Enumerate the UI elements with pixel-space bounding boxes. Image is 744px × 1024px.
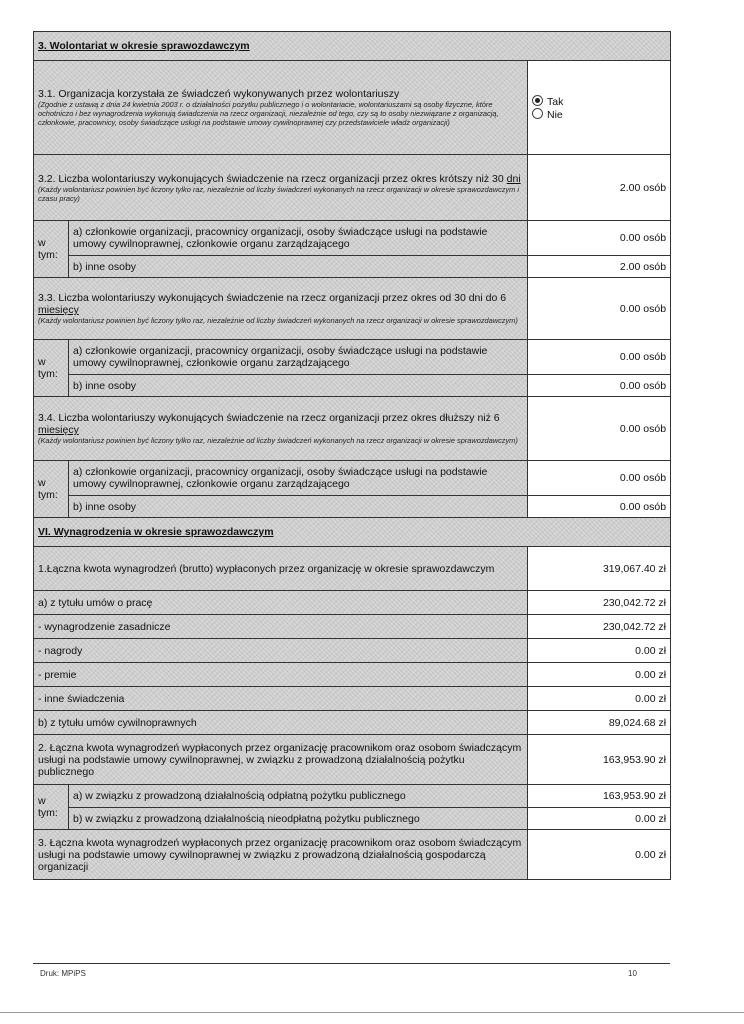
section-6-title: VI. Wynagrodzenia w okresie sprawozdawczym xyxy=(34,518,671,547)
q34-sub-a-label: a) członkowie organizacji, pracownicy organizacji, osoby świadczące usługi na podstawie umowy cywilnoprawnej, członkowie organu zarządzającego xyxy=(69,461,528,496)
s6-q2-value: 163,953.90 zł xyxy=(528,735,671,785)
q33-note: (Każdy wolontariusz powinien być liczony tylko raz, niezależnie od liczby świadczeń wykonanych na rzecz organizacji w okresie sprawozdawczym) xyxy=(38,316,518,325)
s6-q2-sub-b-label: b) w związku z prowadzoną działalnością nieodpłatną pożytku publicznego xyxy=(69,808,528,830)
q33-sub-b-row xyxy=(34,375,671,397)
q33-sub-b-value: 0.00 osób xyxy=(528,375,671,397)
q32-sub-a-label: a) członkowie organizacji, pracownicy organizacji, osoby świadczące usługi na podstawie umowy cywilnoprawnej, członkowie organu zarządzającego xyxy=(69,221,528,256)
q32-sub-b-value: 2.00 osób xyxy=(528,256,671,278)
q34-sub-a-value: 0.00 osób xyxy=(528,461,671,496)
q34-value: 0.00 osób xyxy=(528,397,671,461)
s6-a-item-row xyxy=(34,687,671,711)
scan-edge-line xyxy=(0,1012,744,1013)
q32-sub-a-row xyxy=(34,221,671,256)
section-6-header-row xyxy=(34,518,671,547)
q34-sub-b-value: 0.00 osób xyxy=(528,496,671,518)
q32-question: 3.2. Liczba wolontariuszy wykonujących świadczenie na rzecz organizacji przez okres krótszy niż 30 dni (Każdy wolontariusz powinien być liczony tylko raz, niezależnie od liczby świadczeń wykonanych na rzecz organizacji w okresie sprawozdawczym i czasu pracy) xyxy=(34,155,528,221)
q31-answer xyxy=(528,61,671,155)
q34-sub-a-row xyxy=(34,461,671,496)
s6-a-item-row xyxy=(34,615,671,639)
q32-value: 2.00 osób xyxy=(528,155,671,221)
q34-row xyxy=(34,397,671,461)
s6-a-item-value: 230,042.72 zł xyxy=(528,615,671,639)
radio-option-nie[interactable]: Nie xyxy=(532,108,666,121)
q34-sub-b-label: b) inne osoby xyxy=(69,496,528,518)
s6-a-item-label: - premie xyxy=(34,663,528,687)
s6-a-row xyxy=(34,591,671,615)
s6-a-item-label: - inne świadczenia xyxy=(34,687,528,711)
q32-sub-a-value: 0.00 osób xyxy=(528,221,671,256)
q31-question xyxy=(34,61,528,155)
s6-b-value: 89,024.68 zł xyxy=(528,711,671,735)
s6-a-item-row xyxy=(34,639,671,663)
s6-q1-row xyxy=(34,547,671,591)
q31-label: 3.1. Organizacja korzystała ze świadczeń wykonywanych przez wolontariuszy xyxy=(38,88,400,100)
s6-q2-w-tym: w tym: xyxy=(34,785,69,830)
s6-a-value: 230,042.72 zł xyxy=(528,591,671,615)
s6-q2-sub-a-value: 163,953.90 zł xyxy=(528,785,671,808)
q33-sub-b-label: b) inne osoby xyxy=(69,375,528,397)
s6-a-label: a) z tytułu umów o pracę xyxy=(34,591,528,615)
s6-a-item-row xyxy=(34,663,671,687)
s6-a-item-label: - wynagrodzenie zasadnicze xyxy=(34,615,528,639)
s6-a-item-label: - nagrody xyxy=(34,639,528,663)
q32-sub-b-label: b) inne osoby xyxy=(69,256,528,278)
s6-q2-sub-b-value: 0.00 zł xyxy=(528,808,671,830)
s6-q2-sub-a-row xyxy=(34,785,671,808)
q31-row xyxy=(34,61,671,155)
q34-question: 3.4. Liczba wolontariuszy wykonujących świadczenie na rzecz organizacji przez okres dłuższy niż 6 miesięcy (Każdy wolontariusz powinien być liczony tylko raz, niezależnie od liczby świadczeń wykonanych na rzecz organizacji w okresie sprawozdawczym) xyxy=(34,397,528,461)
footer-divider xyxy=(33,963,670,964)
s6-q3-value: 0.00 zł xyxy=(528,830,671,880)
s6-q2-sub-b-row xyxy=(34,808,671,830)
page-number: 10 xyxy=(628,969,637,978)
s6-a-item-value: 0.00 zł xyxy=(528,639,671,663)
q33-sub-a-value: 0.00 osób xyxy=(528,340,671,375)
s6-b-label: b) z tytułu umów cywilnoprawnych xyxy=(34,711,528,735)
q34-sub-b-row xyxy=(34,496,671,518)
s6-q1-value: 319,067.40 zł xyxy=(528,547,671,591)
section-3-header-row xyxy=(34,32,671,61)
radio-option-tak[interactable]: Tak xyxy=(532,95,666,108)
q32-w-tym: w tym: xyxy=(34,221,69,278)
q31-note: (Zgodnie z ustawą z dnia 24 kwietnia 2003 r. o działalności pożytku publicznego i o wolontariacie, wolontariuszami są osoby fizyczne, które ochotniczo i bez wynagrodzenia wykonują świadczenia na rzecz organizacji, niezależnie od tego, czy są to osoby niezwiązane z organizacją, członkowie, pracownicy, osoby świadczące usługi na podstawie umowy cywilnoprawnej czy przedstawiciele władz organizacji) xyxy=(38,100,499,127)
s6-q2-sub-a-label: a) w związku z prowadzoną działalnością odpłatną pożytku publicznego xyxy=(69,785,528,808)
s6-a-item-value: 0.00 zł xyxy=(528,663,671,687)
q33-sub-a-row xyxy=(34,340,671,375)
s6-q1-label: 1.Łączna kwota wynagrodzeń (brutto) wypłaconych przez organizację w okresie sprawozdawczym xyxy=(34,547,528,591)
s6-q2-label: 2. Łączna kwota wynagrodzeń wypłaconych przez organizację pracownikom oraz osobom świadczącym usługi na podstawie umowy cywilnoprawnej, w związku z prowadzoną działalnością pożytku publicznego xyxy=(34,735,528,785)
q33-value: 0.00 osób xyxy=(528,278,671,340)
q33-question: 3.3. Liczba wolontariuszy wykonujących świadczenie na rzecz organizacji przez okres od 30 dni do 6 miesięcy (Każdy wolontariusz powinien być liczony tylko raz, niezależnie od liczby świadczeń wykonanych na rzecz organizacji w okresie sprawozdawczym) xyxy=(34,278,528,340)
section-3-title: 3. Wolontariat w okresie sprawozdawczym xyxy=(34,32,671,61)
radio-empty-icon[interactable] xyxy=(532,108,543,119)
q32-row xyxy=(34,155,671,221)
q33-row xyxy=(34,278,671,340)
s6-b-row xyxy=(34,711,671,735)
s6-q2-row xyxy=(34,735,671,785)
q33-sub-a-label: a) członkowie organizacji, pracownicy organizacji, osoby świadczące usługi na podstawie umowy cywilnoprawnej, członkowie organu zarządzającego xyxy=(69,340,528,375)
q33-w-tym: w tym: xyxy=(34,340,69,397)
s6-q3-label: 3. Łączna kwota wynagrodzeń wypłaconych przez organizację pracownikom oraz osobom świadczącym usługi na podstawie umowy cywilnoprawnej w związku z prowadzoną działalnością gospodarczą organizacji xyxy=(34,830,528,880)
s6-a-item-value: 0.00 zł xyxy=(528,687,671,711)
q34-note: (Każdy wolontariusz powinien być liczony tylko raz, niezależnie od liczby świadczeń wykonanych na rzecz organizacji w okresie sprawozdawczym) xyxy=(38,436,518,445)
q34-w-tym: w tym: xyxy=(34,461,69,518)
q32-sub-b-row xyxy=(34,256,671,278)
footer-print-label: Druk: MPiPS xyxy=(40,969,86,978)
s6-q3-row xyxy=(34,830,671,880)
report-form-table xyxy=(33,31,671,880)
q32-note: (Każdy wolontariusz powinien być liczony tylko raz, niezależnie od liczby świadczeń wykonanych na rzecz organizacji w okresie sprawozdawczym i czasu pracy) xyxy=(38,184,520,203)
radio-selected-icon[interactable] xyxy=(532,95,543,106)
